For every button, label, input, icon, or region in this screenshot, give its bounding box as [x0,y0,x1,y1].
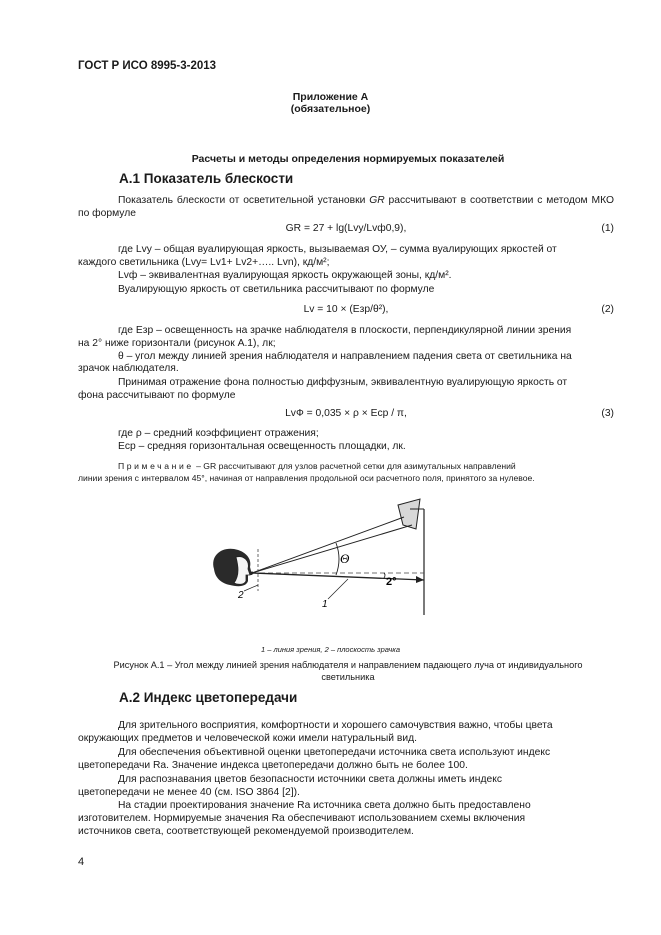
figure-caption-line-1: Рисунок А.1 – Угол между линией зрения наблюдателя и направлением падающего луча от индивидуального [113,660,583,670]
a1-paragraph-1 [78,194,614,220]
a1-p1-gr: GR [369,195,385,206]
where1-line-b: каждого светильника (Lvy= Lv1+ Lv2+….. Lvn), кд/м²; [78,257,330,268]
formula-1-expression: GR = 27 + lg(Lvy/Lvф0,9), [285,223,407,234]
a2-p1-b: окружающих предметов и человеческой кожи имели натуральный вид. [78,733,417,744]
a2-p3-a: Для распознавания цветов безопасности источники света должны иметь индекс [118,774,502,785]
a1-paragraph-3-b: фона рассчитывают по формуле [78,390,236,401]
note-label: Примечание [118,461,194,471]
label-2: 2 [238,590,244,601]
where2-line-a: где Eзр – освещенность на зрачке наблюдателя в плоскости, перпендикулярной линии зрения [118,325,572,336]
where2-line-b: на 2° ниже горизонтали (рисунок А.1), лк; [78,338,276,349]
where2-line-d: зрачок наблюдателя. [78,363,179,374]
where1-line-c: Lvф – эквивалентная вуалирующая яркость окружающей зоны, кд/м². [118,270,452,281]
angle-label: 2° [386,576,397,588]
where3-line-b: Eср – средняя горизонтальная освещенность площадки, лк. [118,441,406,452]
a2-p4-c: источников света, соответствующей рекомендуемой производителем. [78,826,414,837]
theta-label: Θ [340,551,350,566]
appendix-title: Приложение А [292,91,369,103]
formula-3-number: (3) [601,408,614,419]
formula-2-expression: Lv = 10 × (Eзр/θ²), [303,304,389,315]
leader-1 [328,579,348,599]
angle-arc [384,573,385,578]
where1-line-a: где Lvy – общая вуалирующая яркость, вызываемая ОУ, – сумма вуалирующих яркостей от [118,244,557,255]
luminaire-icon [398,499,420,529]
a2-p2-a: Для обеспечения объективной оценки цветопередачи источника света используют индекс [118,747,551,758]
note-line-2: линии зрения с интервалом 45°, начиная от направления продольной оси расчетного поля, принятого за нулевое. [78,473,535,483]
a2-p1-a: Для зрительного восприятия, комфортности и хорошего самочувствия важно, чтобы цвета [118,720,553,731]
a1-paragraph-3-a: Принимая отражение фона полностью диффузным, эквивалентную вуалирующую яркость от [118,377,568,388]
a2-p4-a: На стадии проектирования значение Ra источника света должно быть предоставлено [118,800,531,811]
section-a2-heading: А.2 Индекс цветопередачи [119,690,298,705]
where3-line-a: где ρ – средний коэффициент отражения; [118,428,319,439]
page-number: 4 [78,856,85,868]
appendix-subtitle: (обязательное) [290,103,371,115]
standard-header: ГОСТ Р ИСО 8995-3-2013 [78,60,217,72]
figure-caption [78,659,618,683]
note-line-1 [78,460,614,472]
where2-line-c: θ – угол между линией зрения наблюдателя и направлением падения света от светильника на [118,351,572,362]
figure-a1-diagram [200,495,440,620]
a1-p1-text-b: рассчитывают в соответствии с методом МКО по формуле [78,195,614,219]
a2-p4-b: изготовителем. Нормируемые значения Ra обеспечивают использованием схемы включения [78,813,526,824]
note-text-a: – GR рассчитывают для узлов расчетной сетки для азимутальных направлений [193,461,516,471]
incident-ray-lower [252,525,412,573]
label-1: 1 [322,599,328,610]
sight-arrow-head [416,576,424,583]
main-title: Расчеты и методы определения нормируемых показателей [191,153,505,165]
a2-p2-b: цветопередачи Ra. Значение индекса цветопередачи должно быть не более 100. [78,760,468,771]
formula-1-number: (1) [601,223,614,234]
line-of-sight [252,573,424,580]
note-block [78,460,614,484]
incident-ray-upper [252,517,404,573]
a2-p3-b: цветопередачи не менее 40 (см. ISO 3864 [2]). [78,787,300,798]
figure-caption-line-2: светильника [321,672,375,682]
a1-p1-text-a: Показатель блескости от осветительной установки [118,195,370,206]
leader-2 [244,585,258,591]
a1-paragraph-2: Вуалирующую яркость от светильника рассчитывают по формуле [118,284,435,295]
formula-3-expression: LvФ = 0,035 × ρ × Eср / π, [285,408,407,419]
formula-2-number: (2) [601,304,614,315]
section-a1-heading: А.1 Показатель блескости [119,171,294,186]
figure-legend: 1 – линия зрения, 2 – плоскость зрачка [260,645,401,654]
